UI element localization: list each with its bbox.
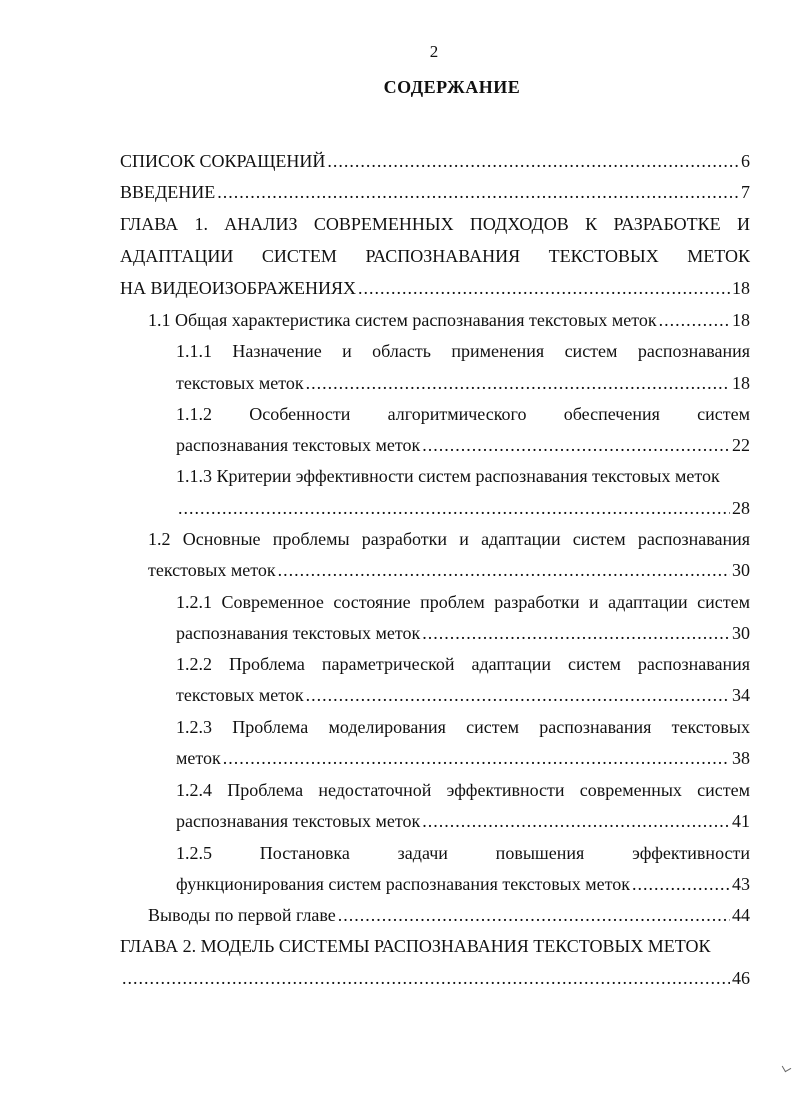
toc-entry-text: АДАПТАЦИИ СИСТЕМ РАСПОЗНАВАНИЯ ТЕКСТОВЫХ МЕТОК — [120, 246, 750, 266]
leader-dots — [223, 743, 730, 774]
toc-page-number: 18 — [732, 278, 750, 298]
toc-entry-1-2-5-line1[interactable] — [176, 838, 750, 869]
toc-entry-text: ВВЕДЕНИЕ — [120, 182, 216, 202]
leader-dots — [358, 273, 730, 304]
toc-entry-1-2-3-line1[interactable] — [176, 712, 750, 743]
toc-entry-1-1-1-line1[interactable] — [176, 336, 750, 367]
toc-page-number: 30 — [732, 560, 750, 580]
toc-entry-text: распознавания текстовых меток — [176, 435, 421, 455]
toc-entry-text: 1.2.3 Проблема моделирования систем распознавания текстовых — [176, 717, 750, 737]
toc-entry-text: Выводы по первой главе — [148, 905, 336, 925]
toc-entry-chapter2-line1[interactable] — [120, 931, 750, 962]
scan-mark — [782, 1063, 792, 1073]
toc-entry-text: ГЛАВА 1. АНАЛИЗ СОВРЕМЕННЫХ ПОДХОДОВ К РАЗРАБОТКЕ И — [120, 214, 750, 234]
toc-entry-1-2-1-line2[interactable] — [176, 618, 750, 649]
leader-dots — [338, 900, 730, 931]
leader-dots — [122, 963, 730, 994]
toc-entry-1-1-2-line1[interactable] — [176, 399, 750, 430]
toc-page-number: 41 — [732, 811, 750, 831]
leader-dots — [306, 368, 730, 399]
toc-page-number: 18 — [732, 373, 750, 393]
toc-page-number: 30 — [732, 623, 750, 643]
toc-entry-text: меток — [176, 748, 221, 768]
toc-entry-text: распознавания текстовых меток — [176, 811, 421, 831]
toc-entry-chapter1-line3[interactable] — [120, 273, 750, 304]
toc-entry-1-2-4-line2[interactable] — [176, 806, 750, 837]
toc-entry-1-1-3-line1[interactable] — [176, 461, 750, 492]
toc-entry-1-2-line2[interactable] — [148, 555, 750, 586]
toc-entry-1-2-2-line1[interactable] — [176, 649, 750, 680]
toc-entry-text: НА ВИДЕОИЗОБРАЖЕНИЯХ — [120, 278, 356, 298]
leader-dots — [422, 806, 730, 837]
leader-dots — [178, 493, 730, 524]
toc-entry-chapter1-line1[interactable] — [120, 209, 750, 240]
toc-entry-text: функционирования систем распознавания текстовых меток — [176, 874, 631, 894]
toc-entry-1-2-5-line2[interactable] — [176, 869, 750, 900]
toc-entry-text: СПИСОК СОКРАЩЕНИЙ — [120, 151, 326, 171]
toc-page-number: 44 — [732, 905, 750, 925]
toc-page-number: 22 — [732, 435, 750, 455]
toc-entry-chapter2-line2[interactable] — [120, 963, 750, 994]
toc-page-number: 28 — [732, 498, 750, 518]
toc-entry-1-1-2-line2[interactable] — [176, 430, 750, 461]
toc-entry-abbreviations[interactable] — [120, 146, 750, 177]
toc-entry-text: 1.2.4 Проблема недостаточной эффективности современных систем — [176, 780, 750, 800]
toc-entry-text: текстовых меток — [176, 685, 304, 705]
toc-page-number: 46 — [732, 968, 750, 988]
toc-page-number: 43 — [732, 874, 750, 894]
leader-dots — [327, 146, 739, 177]
toc-page-number: 38 — [732, 748, 750, 768]
toc-entry-text: ГЛАВА 2. МОДЕЛЬ СИСТЕМЫ РАСПОЗНАВАНИЯ ТЕКСТОВЫХ МЕТОК — [120, 936, 711, 956]
toc-page-number: 6 — [741, 151, 750, 171]
toc-entry-text: 1.2 Основные проблемы разработки и адаптации систем распознавания — [148, 529, 750, 549]
toc-page-number: 34 — [732, 685, 750, 705]
toc-entry-text: 1.1.2 Особенности алгоритмического обеспечения систем — [176, 404, 750, 424]
toc-entry-1-2-3-line2[interactable] — [176, 743, 750, 774]
leader-dots — [217, 177, 739, 208]
toc-entry-1-1-1-line2[interactable] — [176, 368, 750, 399]
toc-entry-text: текстовых меток — [176, 373, 304, 393]
toc-entry-text: 1.2.1 Современное состояние проблем разработки и адаптации систем — [176, 592, 750, 612]
toc-entry-1-2-2-line2[interactable] — [176, 680, 750, 711]
leader-dots — [422, 618, 730, 649]
toc-entry-text: 1.2.2 Проблема параметрической адаптации систем распознавания — [176, 654, 750, 674]
toc-entry-text: 1.2.5 Постановка задачи повышения эффективности — [176, 843, 750, 863]
leader-dots — [659, 305, 730, 336]
toc-entry-text: распознавания текстовых меток — [176, 623, 421, 643]
leader-dots — [278, 555, 730, 586]
toc-entry-text: 1.1.3 Критерии эффективности систем распознавания текстовых меток — [176, 466, 720, 486]
toc-page-number: 18 — [732, 310, 750, 330]
page-number: 2 — [429, 42, 439, 61]
toc-entry-1-1[interactable] — [148, 305, 750, 336]
toc-entry-1-1-3-line2[interactable] — [176, 493, 750, 524]
toc-title: СОДЕРЖАНИЕ — [383, 77, 521, 97]
toc-entry-1-2-1-line1[interactable] — [176, 587, 750, 618]
leader-dots — [632, 869, 730, 900]
toc-entry-1-2-4-line1[interactable] — [176, 775, 750, 806]
toc-entry-1-2-line1[interactable] — [148, 524, 750, 555]
toc-page-number: 7 — [741, 182, 750, 202]
toc-entry-text: 1.1.1 Назначение и область применения систем распознавания — [176, 341, 750, 361]
toc-entry-chapter1-line2[interactable] — [120, 241, 750, 272]
toc-entry-chapter1-conclusions[interactable] — [148, 900, 750, 931]
leader-dots — [306, 680, 730, 711]
leader-dots — [422, 430, 730, 461]
toc-entry-text: текстовых меток — [148, 560, 276, 580]
toc-entry-introduction[interactable] — [120, 177, 750, 208]
toc-entry-text: 1.1 Общая характеристика систем распознавания текстовых меток — [148, 310, 657, 330]
